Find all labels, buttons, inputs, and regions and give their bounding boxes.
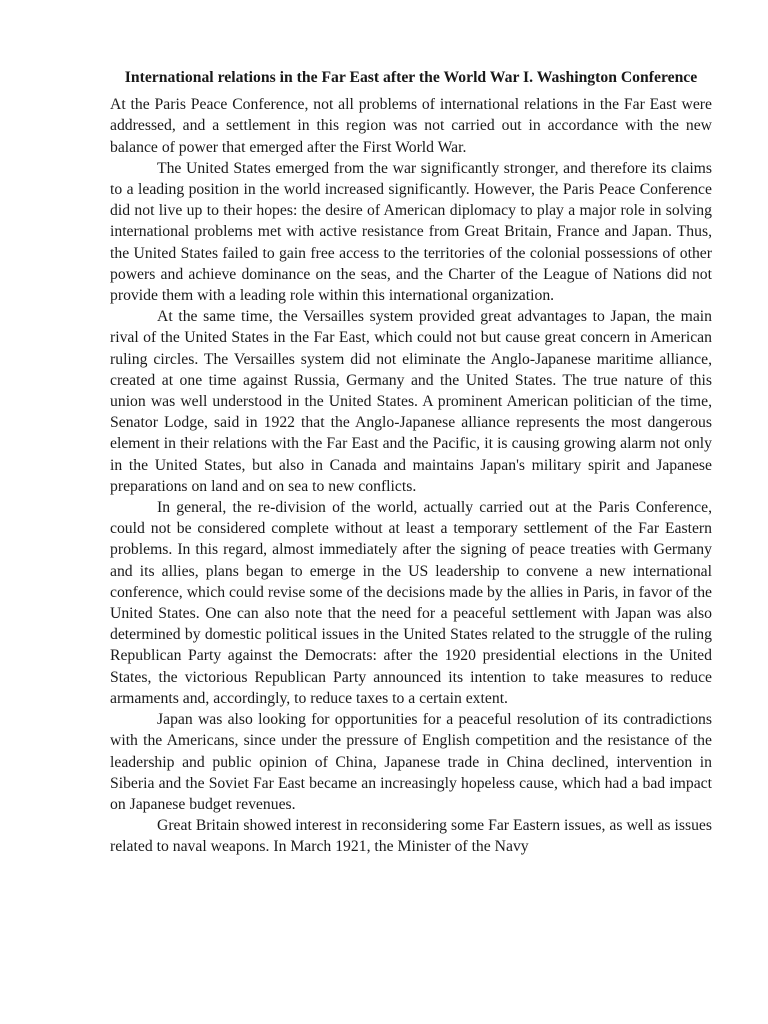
document-page: [110, 67, 712, 858]
paragraph: Great Britain showed interest in reconsidering some Far Eastern issues, as well as issues related to naval weapons. In March 1921, the Minister of the Navy: [110, 817, 712, 856]
paragraph: Japan was also looking for opportunities for a peaceful resolution of its contradictions with the Americans, since under the pressure of English competition and the resistance of the leadership and public opinion of China, Japanese trade in China declined, intervention in Siberia and the Soviet Far East became an increasingly hopeless cause, which had a bad impact on Japanese budget revenues.: [110, 711, 712, 813]
paragraph: At the same time, the Versailles system provided great advantages to Japan, the main rival of the United States in the Far East, which could not but cause great concern in American ruling circles. The Versailles system did not eliminate the Anglo-Japanese maritime alliance, created at one time against Russia, Germany and the United States. The true nature of this union was well understood in the United States. A prominent American politician of the time, Senator Lodge, said in 1922 that the Anglo-Japanese alliance represents the most dangerous element in their relations with the Far East and the Pacific, it is causing growing alarm not only in the United States, but also in Canada and maintains Japan's military spirit and Japanese preparations on land and on sea to new conflicts.: [110, 308, 712, 495]
paragraph: In general, the re-division of the world, actually carried out at the Paris Conference, could not be considered complete without at least a temporary settlement of the Far Eastern problems. In this regard, almost immediately after the signing of peace treaties with Germany and its allies, plans began to emerge in the US leadership to convene a new international conference, which could revise some of the decisions made by the allies in Paris, in favor of the United States. One can also note that the need for a peaceful settlement with Japan was also determined by domestic political issues in the United States related to the struggle of the ruling Republican Party against the Democrats: after the 1920 presidential elections in the United States, the victorious Republican Party announced its intention to take measures to reduce armaments and, accordingly, to reduce taxes to a certain extent.: [110, 499, 712, 707]
document-title: International relations in the Far East after the World War I. Washington Conference: [124, 69, 698, 86]
paragraph: At the Paris Peace Conference, not all problems of international relations in the Far East were addressed, and a settlement in this region was not carried out in accordance with the new balance of power that emerged after the First World War.: [110, 96, 712, 156]
paragraph: The United States emerged from the war significantly stronger, and therefore its claims to a leading position in the world increased significantly. However, the Paris Peace Conference did not live up to their hopes: the desire of American diplomacy to play a major role in solving international problems met with active resistance from Great Britain, France and Japan. Thus, the United States failed to gain free access to the territories of the colonial possessions of other powers and achieve dominance on the seas, and the Charter of the League of Nations did not provide them with a leading role within this international organization.: [110, 159, 712, 305]
